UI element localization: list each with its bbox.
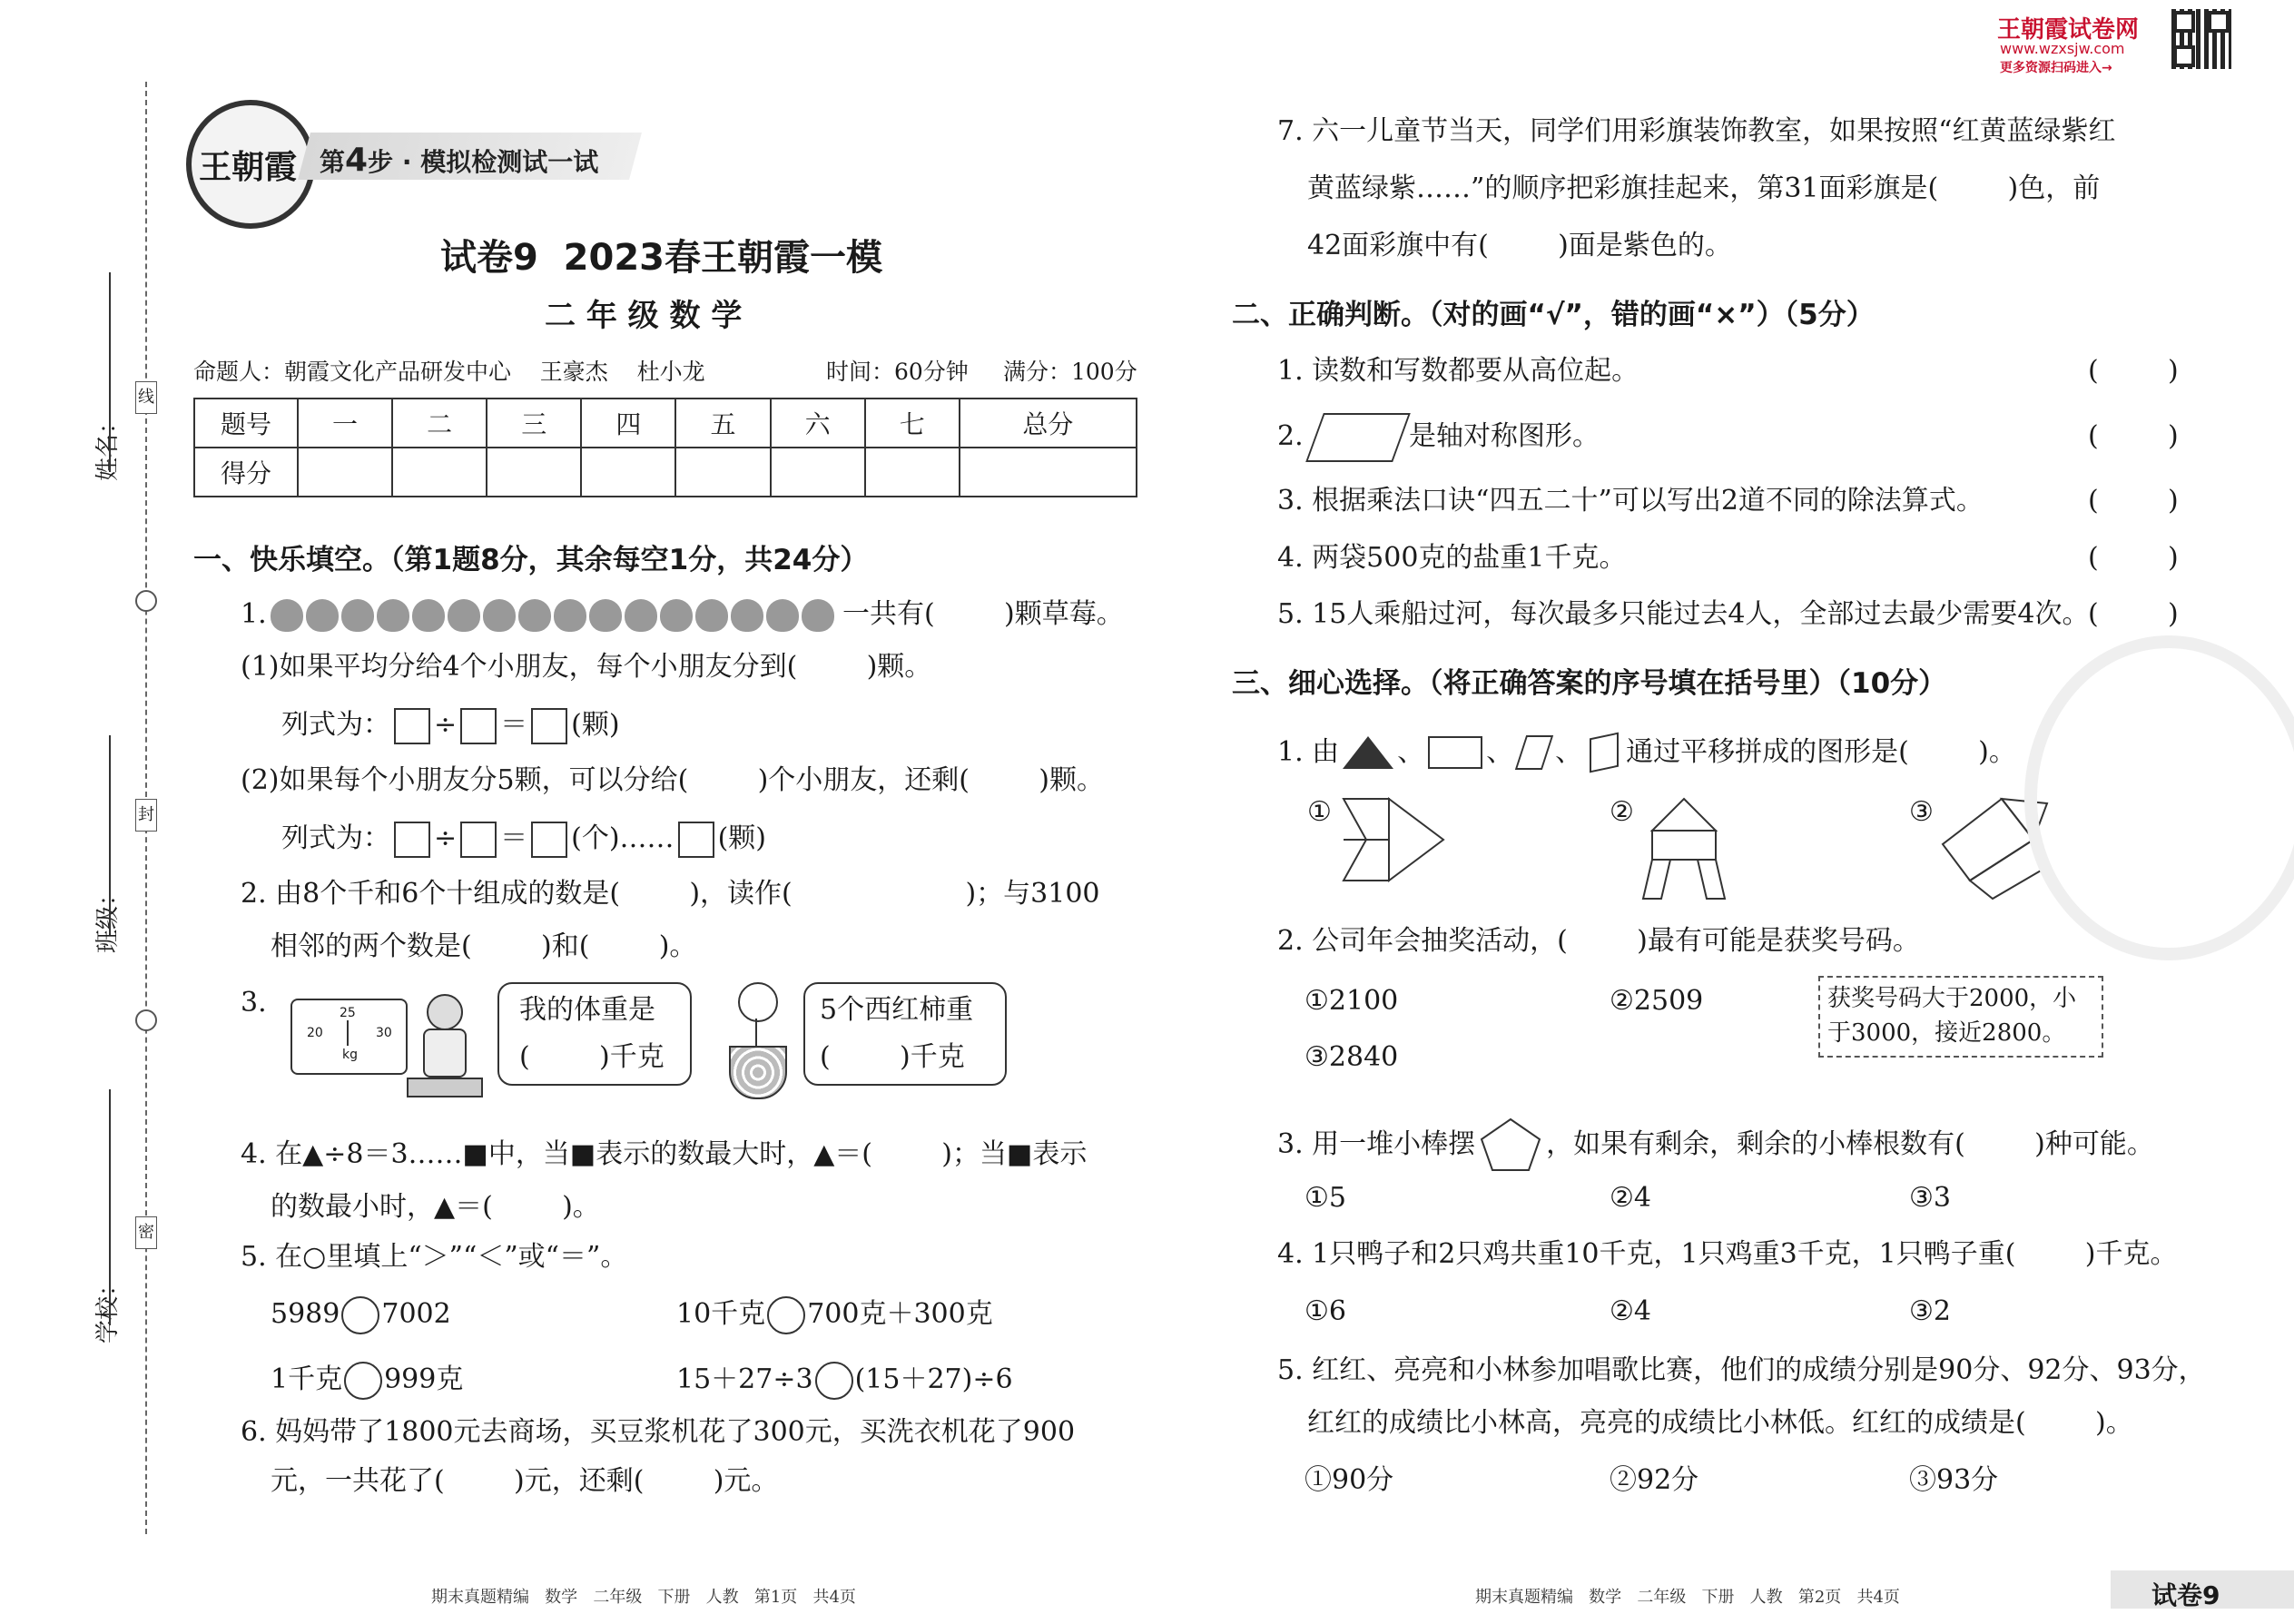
brand-name: 王朝霞试卷网 xyxy=(1997,16,2140,44)
strawberry-row xyxy=(271,599,838,634)
judge-5: 5. 15人乘船过河，每次最多只能过去4人，全部过去最少需要4次。 xyxy=(1277,598,2090,630)
choice-3-option-2[interactable]: ②4 xyxy=(1610,1182,1651,1214)
scale-unit: kg xyxy=(342,1048,358,1062)
strawberry-icon xyxy=(589,599,622,632)
answer-box[interactable] xyxy=(394,822,430,858)
q2-line2: 相邻的两个数是( )和( )。 xyxy=(271,930,697,962)
pentagon-icon xyxy=(1479,1117,1542,1173)
q6-line1: 6. 妈妈带了1800元去商场，买豆浆机花了300元，买洗衣机花了900 xyxy=(241,1416,1076,1448)
q1-part1: (1)如果平均分给4个小朋友，每个小朋友分到( )颗。 xyxy=(241,651,932,683)
school-line xyxy=(109,1089,111,1325)
seal-char-line: 线 xyxy=(135,381,157,414)
school-label: 学校： xyxy=(94,1272,122,1343)
scale-dial xyxy=(290,999,408,1075)
footer-badge: 试卷9 xyxy=(2151,1580,2220,1610)
q1-tail: 一共有( )颗草莓。 xyxy=(842,598,1124,630)
score-cell[interactable] xyxy=(960,448,1137,497)
arrow-figure-option-1 xyxy=(1334,794,1452,894)
strawberry-icon xyxy=(271,599,303,632)
exam-subject: 二 年 级 数 学 xyxy=(545,298,743,334)
parallelogram-icon xyxy=(1305,413,1411,462)
class-label: 班级： xyxy=(94,881,122,953)
binding-hole-icon xyxy=(135,590,157,612)
judge-3: 3. 根据乘法口诀“四五二十”可以写出2道不同的除法算式。 xyxy=(1277,485,1984,517)
choice-4-prompt: 4. 1只鸭子和2只鸡共重10千克，1只鸡重3千克，1只鸭子重( )千克。 xyxy=(1277,1238,2178,1270)
q1-part2-formula: 列式为： ÷ ＝ (个)…… (颗) xyxy=(281,822,766,858)
choice-3-option-3[interactable]: ③3 xyxy=(1909,1182,1951,1214)
exam-full-score: 满分：100分 xyxy=(1003,359,1137,385)
q5-prompt: 5. 在○里填上“＞”“＜”或“＝”。 xyxy=(241,1241,628,1273)
compare-circle[interactable] xyxy=(344,1362,382,1400)
strawberry-icon xyxy=(448,599,480,632)
strawberry-icon xyxy=(518,599,551,632)
house-figure-option-2 xyxy=(1634,794,1734,903)
brand-url: www.wzxsjw.com xyxy=(2000,40,2125,57)
bubble1-line1: 我的体重是 xyxy=(519,994,655,1026)
speech-bubble-tomatoes xyxy=(803,982,1007,1086)
secret-stamp-watermark xyxy=(2024,635,2294,960)
choice-5-option-2[interactable]: ②92分 xyxy=(1610,1464,1699,1496)
choice-2-option-2[interactable]: ②2509 xyxy=(1610,985,1704,1017)
score-header-cell: 四 xyxy=(581,399,675,448)
hint-line1: 获奖号码大于2000，小 xyxy=(1827,985,2077,1012)
choice-3-option-1[interactable]: ①5 xyxy=(1305,1182,1346,1214)
judge-3-answer[interactable]: ( ) xyxy=(2088,485,2179,517)
strawberry-icon xyxy=(377,599,409,632)
answer-box[interactable] xyxy=(460,708,497,744)
choice-1-option-1-label[interactable]: ① xyxy=(1307,796,1332,828)
section1-title: 一、快乐填空。（第1题8分，其余每空1分，共24分） xyxy=(193,544,869,576)
footer-right: 期末真题精编 数学 二年级 下册 人教 第2页 共4页 xyxy=(1475,1588,1900,1607)
q1-number: 1. xyxy=(241,598,267,630)
parallelogram-small-icon xyxy=(1515,735,1553,770)
strawberry-icon xyxy=(306,599,339,632)
score-table-header-row xyxy=(194,399,1137,448)
judge-4-answer[interactable]: ( ) xyxy=(2088,542,2179,574)
judge-2-number: 2. xyxy=(1277,420,1304,452)
bubble2-line2: ( )千克 xyxy=(820,1041,965,1073)
choice-2-prompt: 2. 公司年会抽奖活动，( )最有可能是获奖号码。 xyxy=(1277,925,1920,957)
judge-5-answer[interactable]: ( ) xyxy=(2088,598,2179,630)
section3-title: 三、细心选择。（将正确答案的序号填在括号里）（10分） xyxy=(1232,667,1947,700)
score-header-cell: 六 xyxy=(771,399,865,448)
strawberry-icon xyxy=(625,599,657,632)
score-header-cell: 七 xyxy=(865,399,960,448)
answer-box[interactable] xyxy=(460,822,497,858)
compare-2: 10千克 700克＋300克 xyxy=(676,1296,993,1334)
score-cell[interactable] xyxy=(675,448,770,497)
score-header-cell: 三 xyxy=(487,399,581,448)
q3-number: 3. xyxy=(241,987,267,1019)
q4-line2: 的数最小时，▲＝( )。 xyxy=(271,1191,600,1223)
answer-box[interactable] xyxy=(531,708,567,744)
step-label: 第4步 · 模拟检测试一试 xyxy=(320,142,599,179)
score-cell[interactable] xyxy=(392,448,487,497)
judge-1-answer[interactable]: ( ) xyxy=(2088,355,2179,387)
choice-3-prompt: 3. 用一堆小棒摆 ，如果有剩余，剩余的小棒根数有( )种可能。 xyxy=(1277,1117,2154,1173)
score-cell[interactable] xyxy=(581,448,675,497)
choice-5-line1: 5. 红红、亮亮和小林参加唱歌比赛，他们的成绩分别是90分、92分、93分， xyxy=(1277,1354,2206,1386)
strawberry-icon xyxy=(554,599,586,632)
score-cell[interactable] xyxy=(771,448,865,497)
strawberry-icon xyxy=(483,599,516,632)
compare-3: 1千克 999克 xyxy=(271,1362,463,1400)
answer-box[interactable] xyxy=(394,708,430,744)
score-header-cell: 一 xyxy=(298,399,392,448)
q7-line3: 42面彩旗中有( )面是紫色的。 xyxy=(1307,230,1732,261)
brand-logo xyxy=(186,100,315,229)
score-header-cell: 五 xyxy=(675,399,770,448)
score-header-cell: 总分 xyxy=(960,399,1137,448)
strawberry-icon xyxy=(802,599,834,632)
strawberry-icon xyxy=(412,599,445,632)
strawberry-icon xyxy=(341,599,374,632)
trapezoid-icon xyxy=(1590,733,1619,773)
exam-author: 命题人：朝霞文化产品研发中心 王豪杰 杜小龙 xyxy=(193,359,705,385)
choice-5-option-1[interactable]: ①90分 xyxy=(1305,1464,1394,1496)
rectangle-icon xyxy=(1428,736,1482,769)
q4-line1: 4. 在▲÷8＝3……■中，当■表示的数最大时，▲＝( )；当■表示 xyxy=(241,1138,1088,1170)
choice-2-option-3[interactable]: ③2840 xyxy=(1305,1041,1399,1073)
choice-5-line2: 红红的成绩比小林高，亮亮的成绩比小林低。红红的成绩是( )。 xyxy=(1307,1407,2133,1439)
choice-4-option-1[interactable]: ①6 xyxy=(1305,1295,1346,1327)
triangle-icon xyxy=(1343,736,1393,769)
judge-2-answer[interactable]: ( ) xyxy=(2088,420,2179,452)
compare-circle[interactable] xyxy=(341,1296,379,1334)
section2-title: 二、正确判断。（对的画“√”，错的画“×”）（5分） xyxy=(1232,299,1875,331)
judge-1: 1. 读数和写数都要从高位起。 xyxy=(1277,355,1639,387)
seal-char-secret: 密 xyxy=(135,1216,157,1249)
name-label: 姓名： xyxy=(94,409,122,481)
choice-4-option-3[interactable]: ③2 xyxy=(1909,1295,1951,1327)
scale-tick-20: 20 xyxy=(307,1026,323,1040)
logo-text: 王朝霞 xyxy=(199,148,298,186)
judge-4: 4. 两袋500克的盐重1千克。 xyxy=(1277,542,1627,574)
strawberry-icon xyxy=(731,599,763,632)
answer-box[interactable] xyxy=(531,822,567,858)
score-cell[interactable] xyxy=(298,448,392,497)
q2-line1: 2. 由8个千和6个十组成的数是( )，读作( )；与3100 xyxy=(241,878,1100,910)
exam-time: 时间：60分钟 xyxy=(826,359,969,385)
compare-1: 5989 7002 xyxy=(271,1296,451,1334)
answer-box[interactable] xyxy=(678,822,714,858)
brand-tagline: 更多资源扫码进入→ xyxy=(2000,61,2112,75)
choice-4-option-2[interactable]: ②4 xyxy=(1610,1295,1651,1327)
judge-2-tail: 是轴对称图形。 xyxy=(1409,420,1600,452)
score-table-score-row xyxy=(194,448,1137,497)
hanging-scale-icon xyxy=(724,982,788,1105)
choice-1-prompt: 1. 由 、 、 、 通过平移拼成的图形是( )。 xyxy=(1277,735,2016,770)
bubble1-line2: ( )千克 xyxy=(519,1041,665,1073)
choice-2-hint-box xyxy=(1818,976,2103,1058)
scale-tick-25: 25 xyxy=(340,1006,356,1020)
exam-title: 试卷9 2023春王朝霞一模 xyxy=(440,237,883,279)
name-line xyxy=(109,272,111,472)
score-row-label: 得分 xyxy=(194,448,298,497)
score-cell[interactable] xyxy=(487,448,581,497)
score-table xyxy=(193,398,1137,497)
strawberry-icon xyxy=(695,599,728,632)
hint-line2: 于3000，接近2800。 xyxy=(1827,1019,2066,1047)
choice-2-option-1[interactable]: ①2100 xyxy=(1305,985,1399,1017)
class-line xyxy=(109,735,111,935)
scale-tick-30: 30 xyxy=(376,1026,392,1040)
compare-circle[interactable] xyxy=(767,1296,805,1334)
speech-bubble-weight xyxy=(497,982,692,1086)
strawberry-icon xyxy=(766,599,799,632)
scale-needle xyxy=(347,1020,349,1046)
compare-circle[interactable] xyxy=(815,1362,853,1400)
choice-1-option-2-label[interactable]: ② xyxy=(1610,796,1634,828)
score-header-cell: 二 xyxy=(392,399,487,448)
qr-code-icon[interactable] xyxy=(2171,9,2231,69)
seal-char-seal: 封 xyxy=(135,799,157,832)
footer-left: 期末真题精编 数学 二年级 下册 人教 第1页 共4页 xyxy=(431,1588,856,1607)
q7-line1: 7. 六一儿童节当天，同学们用彩旗装饰教室，如果按照“红黄蓝绿紫红 xyxy=(1277,115,2116,147)
binding-hole-icon xyxy=(135,1009,157,1031)
q1-part1-formula: 列式为： ÷ ＝ (颗) xyxy=(281,708,620,744)
score-header-cell: 题号 xyxy=(194,399,298,448)
strawberry-icon xyxy=(660,599,693,632)
choice-5-option-3[interactable]: ③93分 xyxy=(1909,1464,1999,1496)
compare-4: 15＋27÷3 (15＋27)÷6 xyxy=(676,1362,1013,1400)
score-cell[interactable] xyxy=(865,448,960,497)
q7-line2: 黄蓝绿紫……”的顺序把彩旗挂起来，第31面彩旗是( )色，前 xyxy=(1307,172,2101,204)
child-on-scale-icon xyxy=(407,994,479,1098)
choice-1-option-3-label[interactable]: ③ xyxy=(1909,796,1934,828)
bubble2-line1: 5个西红柿重 xyxy=(820,994,974,1026)
q6-line2: 元，一共花了( )元，还剩( )元。 xyxy=(271,1465,779,1497)
q1-part2: (2)如果每个小朋友分5颗，可以分给( )个小朋友，还剩( )颗。 xyxy=(241,764,1104,796)
